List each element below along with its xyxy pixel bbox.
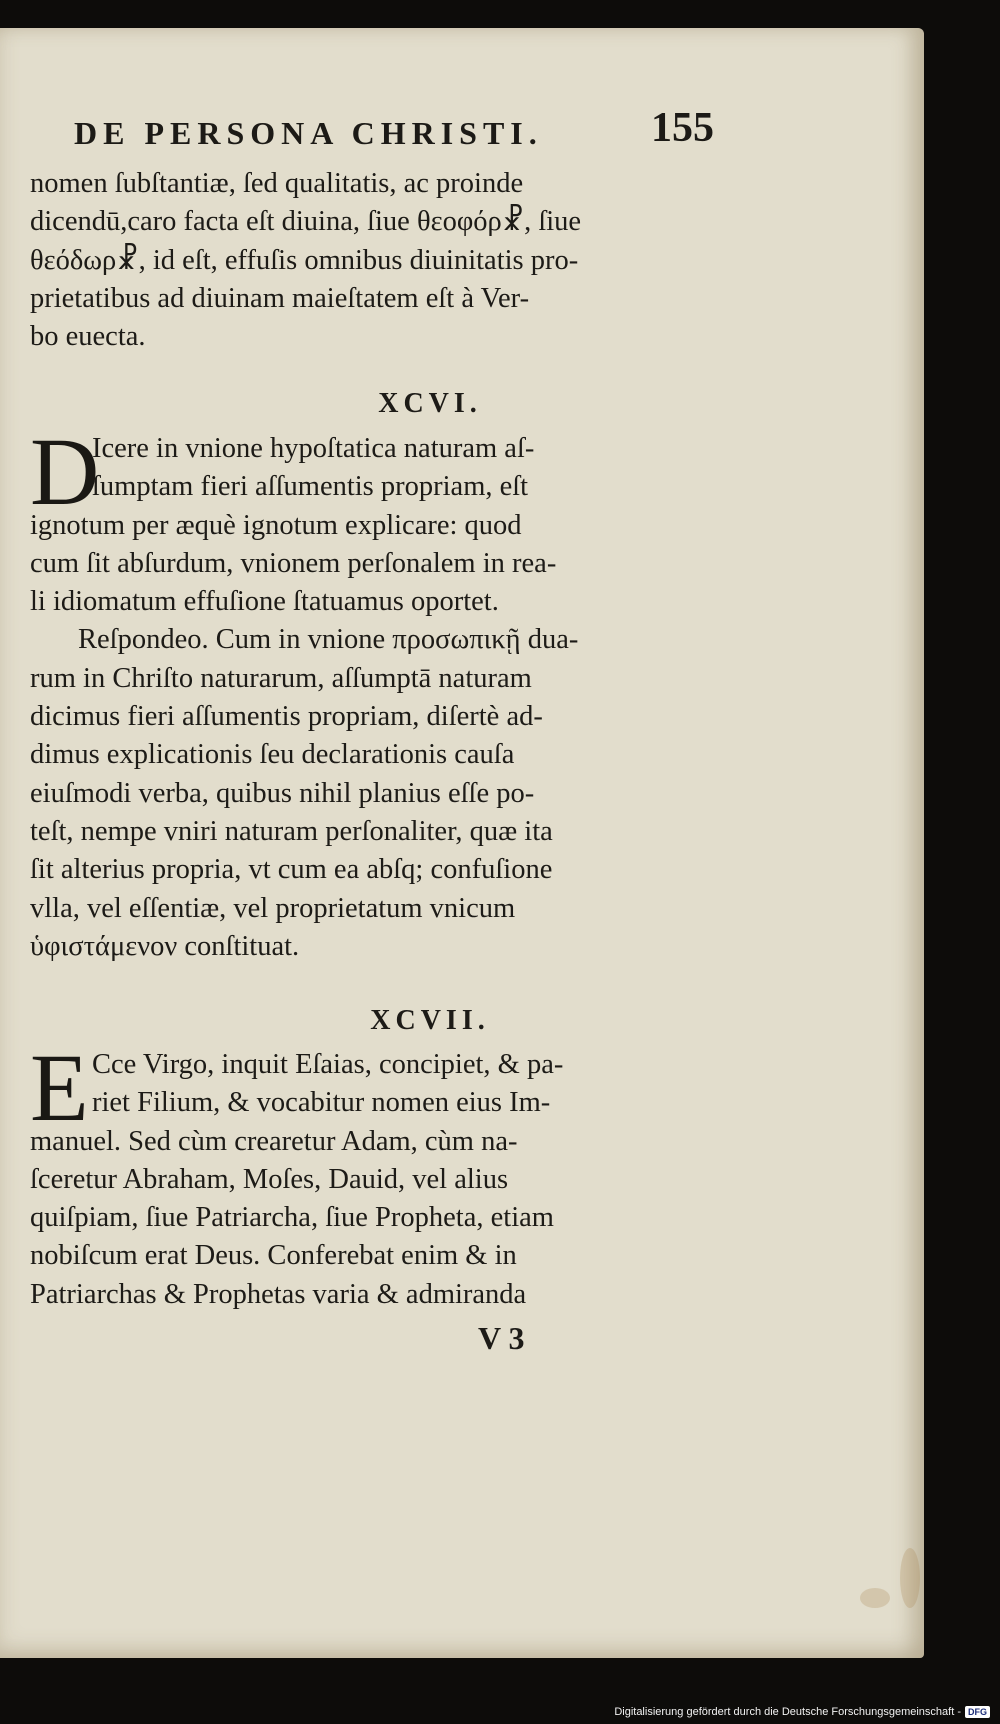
text-line: ignotum per æquè ignotum explicare: quod bbox=[30, 509, 522, 541]
drop-cap: D bbox=[30, 418, 100, 525]
dfg-logo: DFG bbox=[965, 1706, 990, 1718]
text-line: nobiſcum erat Deus. Conferebat enim & in bbox=[30, 1240, 517, 1272]
text-line: bo euecta. bbox=[30, 321, 146, 353]
text-line: riet Filium, & vocabitur nomen eius Im- bbox=[92, 1087, 551, 1119]
text-line: vlla, vel eſſentiæ, vel proprietatum vnicum bbox=[30, 892, 516, 924]
text-line: dimus explicationis ſeu declarationis cauſa bbox=[30, 739, 515, 771]
text-line: θεόδωρ☧, id eſt, effuſis omnibus diuinitatis pro- bbox=[30, 244, 579, 276]
text-line: rum in Chriſto naturarum, aſſumptā naturam bbox=[30, 662, 532, 694]
running-title: DE PERSONA CHRISTI. bbox=[74, 115, 543, 151]
text-line: li idiomatum effuſione ſtatuamus oportet. bbox=[30, 586, 499, 618]
text-line: cum ſit abſurdum, vnionem perſonalem in rea- bbox=[30, 547, 557, 579]
text-line: quiſpiam, ſiue Patriarcha, ſiue Propheta, etiam bbox=[30, 1202, 554, 1234]
footer-credit: Digitalisierung gefördert durch die Deutsche Forschungsgemeinschaft - bbox=[614, 1706, 961, 1718]
text-line: ὑφιστάμενον conſtituat. bbox=[30, 930, 300, 962]
paper-stain bbox=[900, 1548, 920, 1608]
text-line: eiuſmodi verba, quibus nihil planius eſſe po- bbox=[30, 777, 535, 809]
text-line: nomen ſubſtantiæ, ſed qualitatis, ac proinde bbox=[30, 168, 524, 199]
section-96-paragraph bbox=[30, 418, 702, 966]
text-line: manuel. Sed cùm crearetur Adam, cùm na- bbox=[30, 1125, 518, 1157]
page-header bbox=[74, 100, 714, 152]
signature-mark: V 3 bbox=[478, 1320, 525, 1356]
text-line: dicendū,caro facta eſt diuina, ſiue θεοφόρ☧, ſiue bbox=[30, 206, 582, 238]
text-line: teſt, nempe vniri naturam perſonaliter, quæ ita bbox=[30, 815, 553, 847]
drop-cap: E bbox=[30, 1034, 89, 1141]
text-line: ſceretur Abraham, Moſes, Dauid, vel alius bbox=[30, 1163, 509, 1195]
intro-paragraph bbox=[30, 165, 702, 356]
text-line: prietatibus ad diuinam maieſtatem eſt à Ver- bbox=[30, 282, 530, 314]
section-heading-97: XCVII. bbox=[370, 1005, 490, 1036]
text-line: Reſpondeo. Cum in vnione προσωπικῇ dua- bbox=[78, 624, 579, 656]
page-number: 155 bbox=[651, 105, 714, 151]
text-line: Patriarchas & Prophetas varia & admiranda bbox=[30, 1278, 527, 1310]
text-line: Cce Virgo, inquit Eſaias, concipiet, & pa- bbox=[92, 1049, 564, 1080]
paper-stain bbox=[860, 1588, 890, 1608]
text-line: Icere in vnione hypoſtatica naturam aſ- bbox=[92, 433, 535, 464]
text-line: ſumptam fieri aſſumentis propriam, eſt bbox=[92, 471, 529, 503]
section-97-paragraph bbox=[30, 1034, 702, 1314]
digitization-footer bbox=[614, 1706, 990, 1718]
text-line: dicimus fieri aſſumentis propriam, diſertè ad- bbox=[30, 701, 543, 733]
section-heading-96: XCVI. bbox=[378, 388, 482, 419]
text-line: ſit alterius propria, vt cum ea abſq; confuſione bbox=[30, 854, 553, 886]
